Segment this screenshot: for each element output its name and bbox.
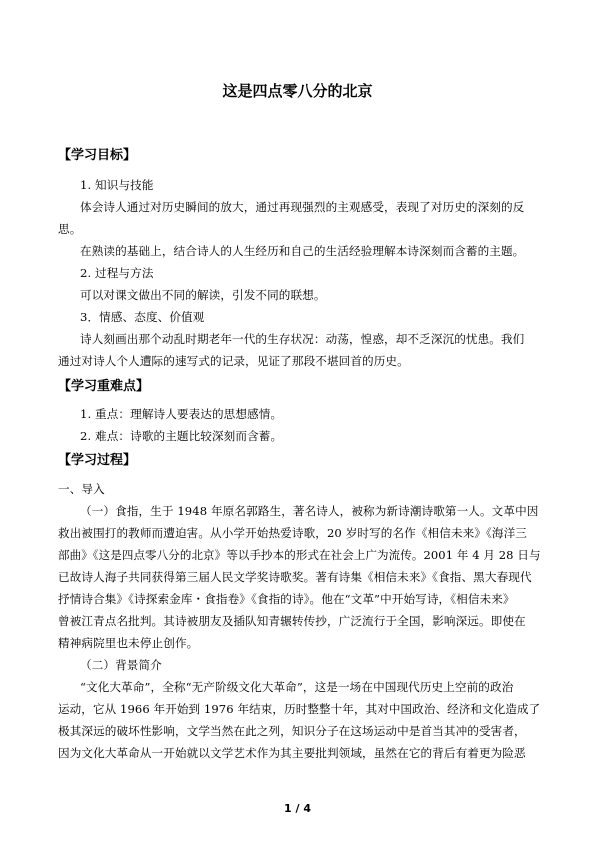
keypoint-1: 1. 重点：理解诗人要表达的思想感情。 [80,407,283,421]
heading-objectives: 【学习目标】 [58,148,137,163]
objective-1-text-line: 体会诗人通过对历史瞬间的放大，通过再现强烈的主观感受，表现了对历史的深刻的反 [80,200,525,214]
heading-process: 【学习过程】 [58,453,137,468]
background-line: 运动，它从 1966 年开始到 1976 年结束，历时整整十年，其对中国政治、经济和文化造成了 [58,702,541,716]
page-title: 这是四点零八分的北京 [222,82,373,100]
background-line: “文化大革命”，全称“无产阶级文化大革命”，这是一场在中国现代历史上空前的政治 [80,680,514,694]
intro-line: 已故诗人海子共同获得第三届人民文学奖诗歌奖。著有诗集《相信未来》《食指、黑大春现代 [58,570,532,584]
intro-line: 精神病院里也未停止创作。 [58,636,199,650]
objective-1-text-line: 思。 [58,222,82,236]
objective-3-text-line: 通过对诗人个人遭际的速写式的记录，见证了那段不堪回首的历史。 [58,354,409,368]
objective-1-title: 1. 知识与技能 [80,178,154,192]
keypoint-2: 2. 难点：诗歌的主题比较深刻而含蓄。 [80,429,283,443]
objective-1-text-line: 在熟读的基础上，结合诗人的人生经历和自己的生活经验理解本诗深刻而含蓄的主题。 [80,244,525,258]
background-title: （二）背景简介 [80,658,162,672]
objective-2-text: 可以对课文做出不同的解读，引发不同的联想。 [80,288,326,302]
objective-3-title: 3．情感、态度、价值观 [80,310,205,324]
background-line: 因为文化大革命从一开始就以文学艺术作为其主要批判领域，虽然在它的背后有着更为险恶 [58,746,526,760]
intro-line: 救出被围打的教师而遭迫害。从小学开始热爱诗歌，20 岁时写的名作《相信未来》《海洋三 [58,526,527,540]
section-intro-title: 一、导入 [58,482,105,496]
intro-line: 抒情诗合集》《诗探索金库・食指卷》《食指的诗》。他在“文革”中开始写诗，《相信未来》 [58,592,515,606]
intro-line: （一）食指，生于 1948 年原名郭路生，著名诗人，被称为新诗潮诗歌第一人。文革中因 [80,504,539,518]
background-line: 极其深远的破坏性影响，文学当然在此之列，知识分子在这场运动中是首当其冲的受害者， [58,724,526,738]
page-number: 1 / 4 [284,802,311,815]
heading-keypoints: 【学习重难点】 [58,379,150,394]
objective-2-title: 2. 过程与方法 [80,266,154,280]
objective-3-text-line: 诗人刻画出那个动乱时期老年一代的生存状况：动荡，惶惑，却不乏深沉的忧患。我们 [80,332,525,346]
intro-line: 曾被江青点名批判。其诗被朋友及插队知青辗转传抄，广泛流行于全国，影响深远。即使在 [58,614,526,628]
intro-line: 部曲》《这是四点零八分的北京》等以手抄本的形式在社会上广为流传。2001 年 4 月 28 日与 [58,548,541,562]
